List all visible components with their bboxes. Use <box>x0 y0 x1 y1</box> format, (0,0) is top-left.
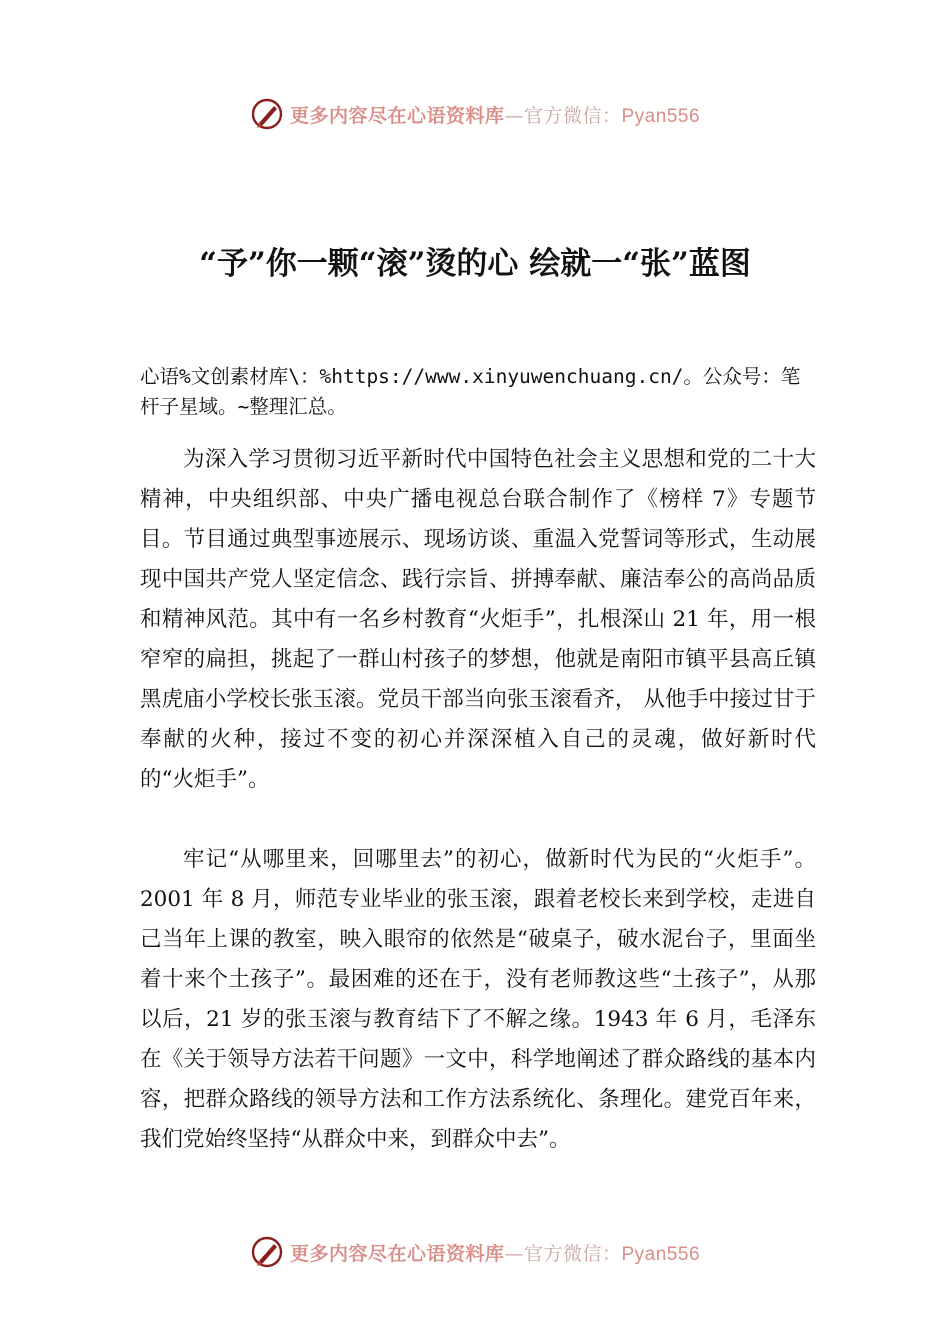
watermark-main: 更多内容尽在心语资料库 <box>289 104 505 127</box>
source-line: 心语%文创素材库\：%https://www.xinyuwenchuang.cn/。公众号：笔杆子星域。~整理汇总。 <box>140 365 801 418</box>
header-watermark <box>0 94 950 134</box>
pen-logo-icon <box>250 97 284 131</box>
watermark-id: Pyan556 <box>621 1243 701 1265</box>
watermark-sub: —官方微信： <box>504 104 622 127</box>
watermark-sub: —官方微信： <box>504 1242 622 1265</box>
body-paragraph-1: 为深入学习贯彻习近平新时代中国特色社会主义思想和党的二十大精神，中央组织部、中央广播电视总台联合制作了《榜样 7》专题节目。节目通过典型事迹展示、现场访谈、重温入党誓词等形式，生动展现中国共产党人坚定信念、践行宗旨、拼搏奉献、廉洁奉公的高尚品质和精神风范。其中有一名乡村教育“火炬手”，扎根深山 21 年，用一根窄窄的扁担，挑起了一群山村孩子的梦想，他就是南阳市镇平县高丘镇黑虎庙小学校长张玉滚。党员干部当向张玉滚看齐， 从他手中接过甘于奉献的火种，接过不变的初心并深深植入自己的灵魂，做好新时代的“火炬手”。 <box>140 447 816 792</box>
watermark-id: Pyan556 <box>621 105 701 127</box>
footer-watermark <box>0 1232 950 1272</box>
watermark-main: 更多内容尽在心语资料库 <box>289 1242 505 1265</box>
watermark-text <box>290 1239 700 1266</box>
body-paragraph-2: 牢记“从哪里来，回哪里去”的初心，做新时代为民的“火炬手”。2001 年 8 月，师范专业毕业的张玉滚，跟着老校长来到学校，走进自己当年上课的教室，映入眼帘的依然是“破桌子，破水泥台子，里面坐着十来个土孩子”。最困难的还在于，没有老师教这些“土孩子”，从那以后，21 岁的张玉滚与教育结下了不解之缘。1943 年 6 月，毛泽东在《关于领导方法若干问题》一文中，科学地阐述了群众路线的基本内容，把群众路线的领导方法和工作方法系统化、条理化。建党百年来，我们党始终坚持“从群众中来，到群众中去”。 <box>140 847 816 1152</box>
pen-logo-icon <box>250 1235 284 1269</box>
document-title: “予”你一颗“滚”烫的心 绘就一“张”蓝图 <box>199 246 751 282</box>
watermark-text <box>290 101 700 128</box>
